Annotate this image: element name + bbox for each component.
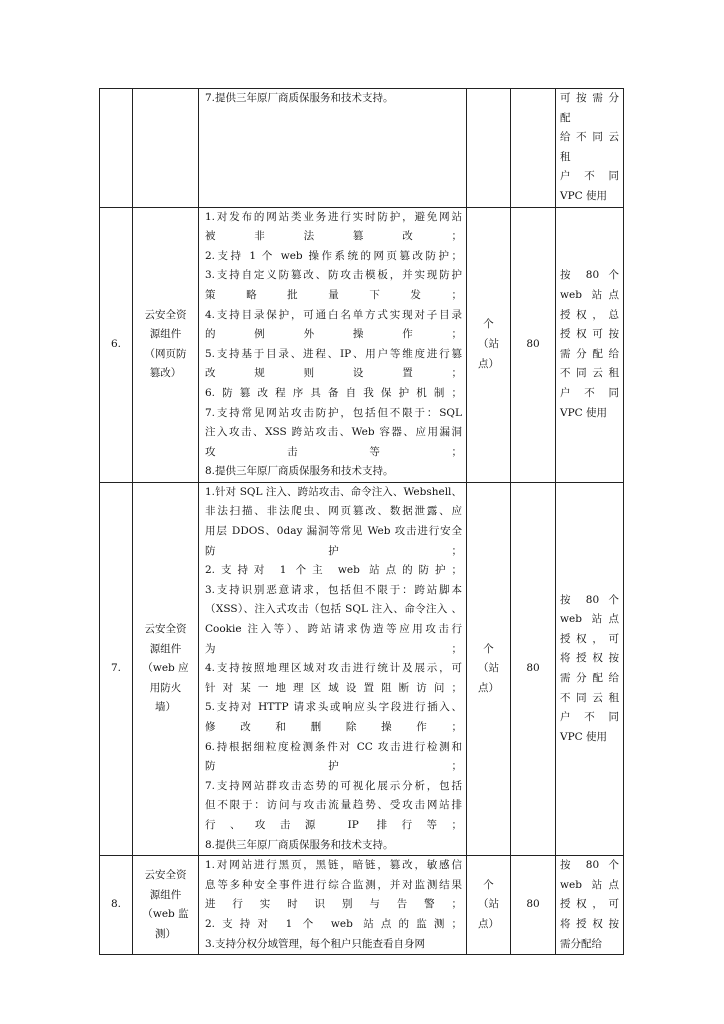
item-name [133,482,199,855]
cell-line: 墙） [155,701,176,714]
cell-line: 7.支持网站群攻击态势的可视化展示分析，包括 [205,779,462,792]
item-description [199,856,467,955]
item-note [556,856,624,955]
cell-line: 个 [483,642,494,655]
item-quantity: 80 [511,207,556,482]
cell-line: （站 [478,337,499,350]
cell-line: 个 [483,878,494,891]
cell-line: 7.支持常见网站攻击防护，包括但不限于：SQL [205,406,462,419]
item-unit [467,89,511,208]
cell-line: 1.对发布的网站类业务进行实时防护，避免网站 [205,210,462,223]
cell-line: 授权，可 [560,898,619,911]
cell-line: 被非法篡改； [205,230,462,243]
cell-line: （XSS）、注入式攻击（包括 SQL 注入、命令注入 、 [205,603,462,616]
item-unit [467,482,511,855]
cell-line: 授权，总 [560,308,619,321]
cell-line: VPC 使用 [560,406,608,419]
cell-line: 修改和删除操作； [205,721,462,733]
cell-line: 篡改） [149,367,182,380]
item-unit [467,856,511,955]
cell-line: 不同云租 [560,691,619,704]
cell-line: 配 [560,111,571,124]
cell-line: 户不同 [560,170,619,183]
item-note [556,89,624,208]
cell-line: 针对某一地理区域设置阻断访问； [205,681,462,694]
cell-line: 8.提供三年原厂商质保服务和技术支持。 [205,465,394,478]
cell-line: 点） [478,917,499,930]
cell-line: web 站点 [560,878,619,891]
item-description [199,482,467,855]
cell-line: 6.持根据细粒度检测条件对 CC 攻击进行检测和 [205,740,462,753]
cell-line: （站 [478,898,499,911]
cell-line: 按 80 个 [560,593,619,606]
cell-line: 3.支持分权分域管理，每个租户只能查看自身网 [205,937,426,950]
cell-line: 2.支持对 1 个主 web 站点的防护； [205,564,462,577]
item-name [133,89,199,208]
cell-line: 租 [560,150,571,163]
item-number: 6. [100,207,133,482]
item-quantity: 80 [511,482,556,855]
cell-line: 为； [205,642,462,655]
cell-line: 2.支持 1 个 web 操作系统的网页篡改防护； [205,249,462,262]
cell-line: web 站点 [560,288,619,301]
cell-line: 非法扫描、非法爬虫、网页篡改、数据泄露、应 [205,505,462,518]
cell-line: 按 80 个 [560,859,619,872]
cell-line: 防护； [205,544,462,557]
table-row [100,89,624,208]
cell-line: 1.对网站进行黑页，黑链，暗链，篡改，敏感信 [205,859,462,872]
cell-line: 7.提供三年原厂商质保服务和技术支持。 [205,92,394,104]
cell-line: 的例外操作； [205,328,462,341]
cell-line: 改规则设置； [205,367,462,380]
cell-line: 需分配给 [560,672,619,685]
cell-line: 8.提供三年原厂商质保服务和技术支持。 [205,838,394,851]
item-quantity: 80 [511,856,556,955]
cell-line: 云安全资 [144,868,187,881]
cell-line: 授权可按 [560,328,619,341]
cell-line: 防护； [205,760,462,773]
cell-line: 息等多种安全事件进行综合监测，并对监测结果 [205,878,462,891]
cell-line: 4.支持目录保护，可通白名单方式实现对子目录 [205,308,462,321]
cell-line: 需分配给 [560,937,602,950]
cell-line: VPC 使用 [560,189,608,202]
cell-line: 云安全资 [144,623,187,636]
table-row [100,482,624,855]
cell-line: Cookie 注入等）、跨站请求伪造等应用攻击行 [205,623,462,636]
cell-line: 注入攻击、XSS 跨站攻击、Web 容器、应用漏洞 [205,426,462,439]
cell-line: 4.支持按照地理区域对攻击进行统计及展示，可 [205,662,462,675]
cell-line: 源组件 [149,888,182,901]
cell-line: 可按需分 [560,92,619,104]
item-note [556,207,624,482]
cell-line: 户 不 同 [560,386,619,399]
table-row [100,207,624,482]
specification-table [99,88,624,955]
cell-line: 将授权按 [560,917,619,930]
cell-line: 用防火 [149,681,182,694]
cell-line: 将授权按 [560,652,619,665]
cell-line: 源组件 [149,328,182,341]
item-name [133,856,199,955]
cell-line: 6.防篡改程序具备自我保护机制； [205,386,462,399]
item-number: 7. [100,482,133,855]
item-number [100,89,133,208]
cell-line: 5.支持对 HTTP 请求头或响应头字段进行插入、 [205,701,462,714]
cell-line: 攻击等； [205,445,462,458]
cell-line: 按 80 个 [560,269,619,282]
cell-line: 授权，可 [560,632,619,645]
item-name [133,207,199,482]
cell-line: 点） [478,357,499,370]
cell-line: 进行实时识别与告警； [205,898,462,911]
cell-line: （站 [478,662,499,675]
cell-line: 3.支持自定义防篡改、防攻击模板，并实现防护 [205,269,462,282]
cell-line: 源组件 [149,642,182,655]
cell-line: 1.针对 SQL 注入、跨站攻击、命令注入、Webshell、 [205,485,462,498]
item-quantity [511,89,556,208]
cell-line: （网页防 [144,347,187,360]
item-note [556,482,624,855]
item-description [199,89,467,208]
cell-line: 户 不 同 [560,711,619,724]
cell-line: 2.支持对 1 个 web 站点的监测； [205,917,462,930]
cell-line: VPC 使用 [560,730,608,743]
cell-line: 用层 DDOS、0day 漏洞等常见 Web 攻击进行安全 [205,525,462,538]
cell-line: 点） [478,681,499,694]
cell-line: web 站点 [560,613,619,626]
item-number: 8. [100,856,133,955]
cell-line: 3.支持识别恶意请求，包括但不限于：跨站脚本 [205,583,462,596]
cell-line: 个 [483,318,494,331]
cell-line: （web 应 [142,662,189,675]
cell-line: 不同云租 [560,367,619,380]
item-description [199,207,467,482]
item-unit [467,207,511,482]
table-row [100,856,624,955]
cell-line: 云安全资 [144,308,187,321]
cell-line: （web 监 [142,908,189,921]
cell-line: 但不限于：访问与攻击流量趋势、受攻击网站排 [205,799,462,812]
cell-line: 策略批量下发； [205,288,462,301]
cell-line: 行、攻击源 IP 排行等； [205,818,462,831]
cell-line: 测） [155,927,176,940]
cell-line: 需分配给 [560,347,619,360]
cell-line: 5.支持基于目录、进程、IP、用户等维度进行篡 [205,347,462,360]
cell-line: 给不同云 [560,131,619,144]
